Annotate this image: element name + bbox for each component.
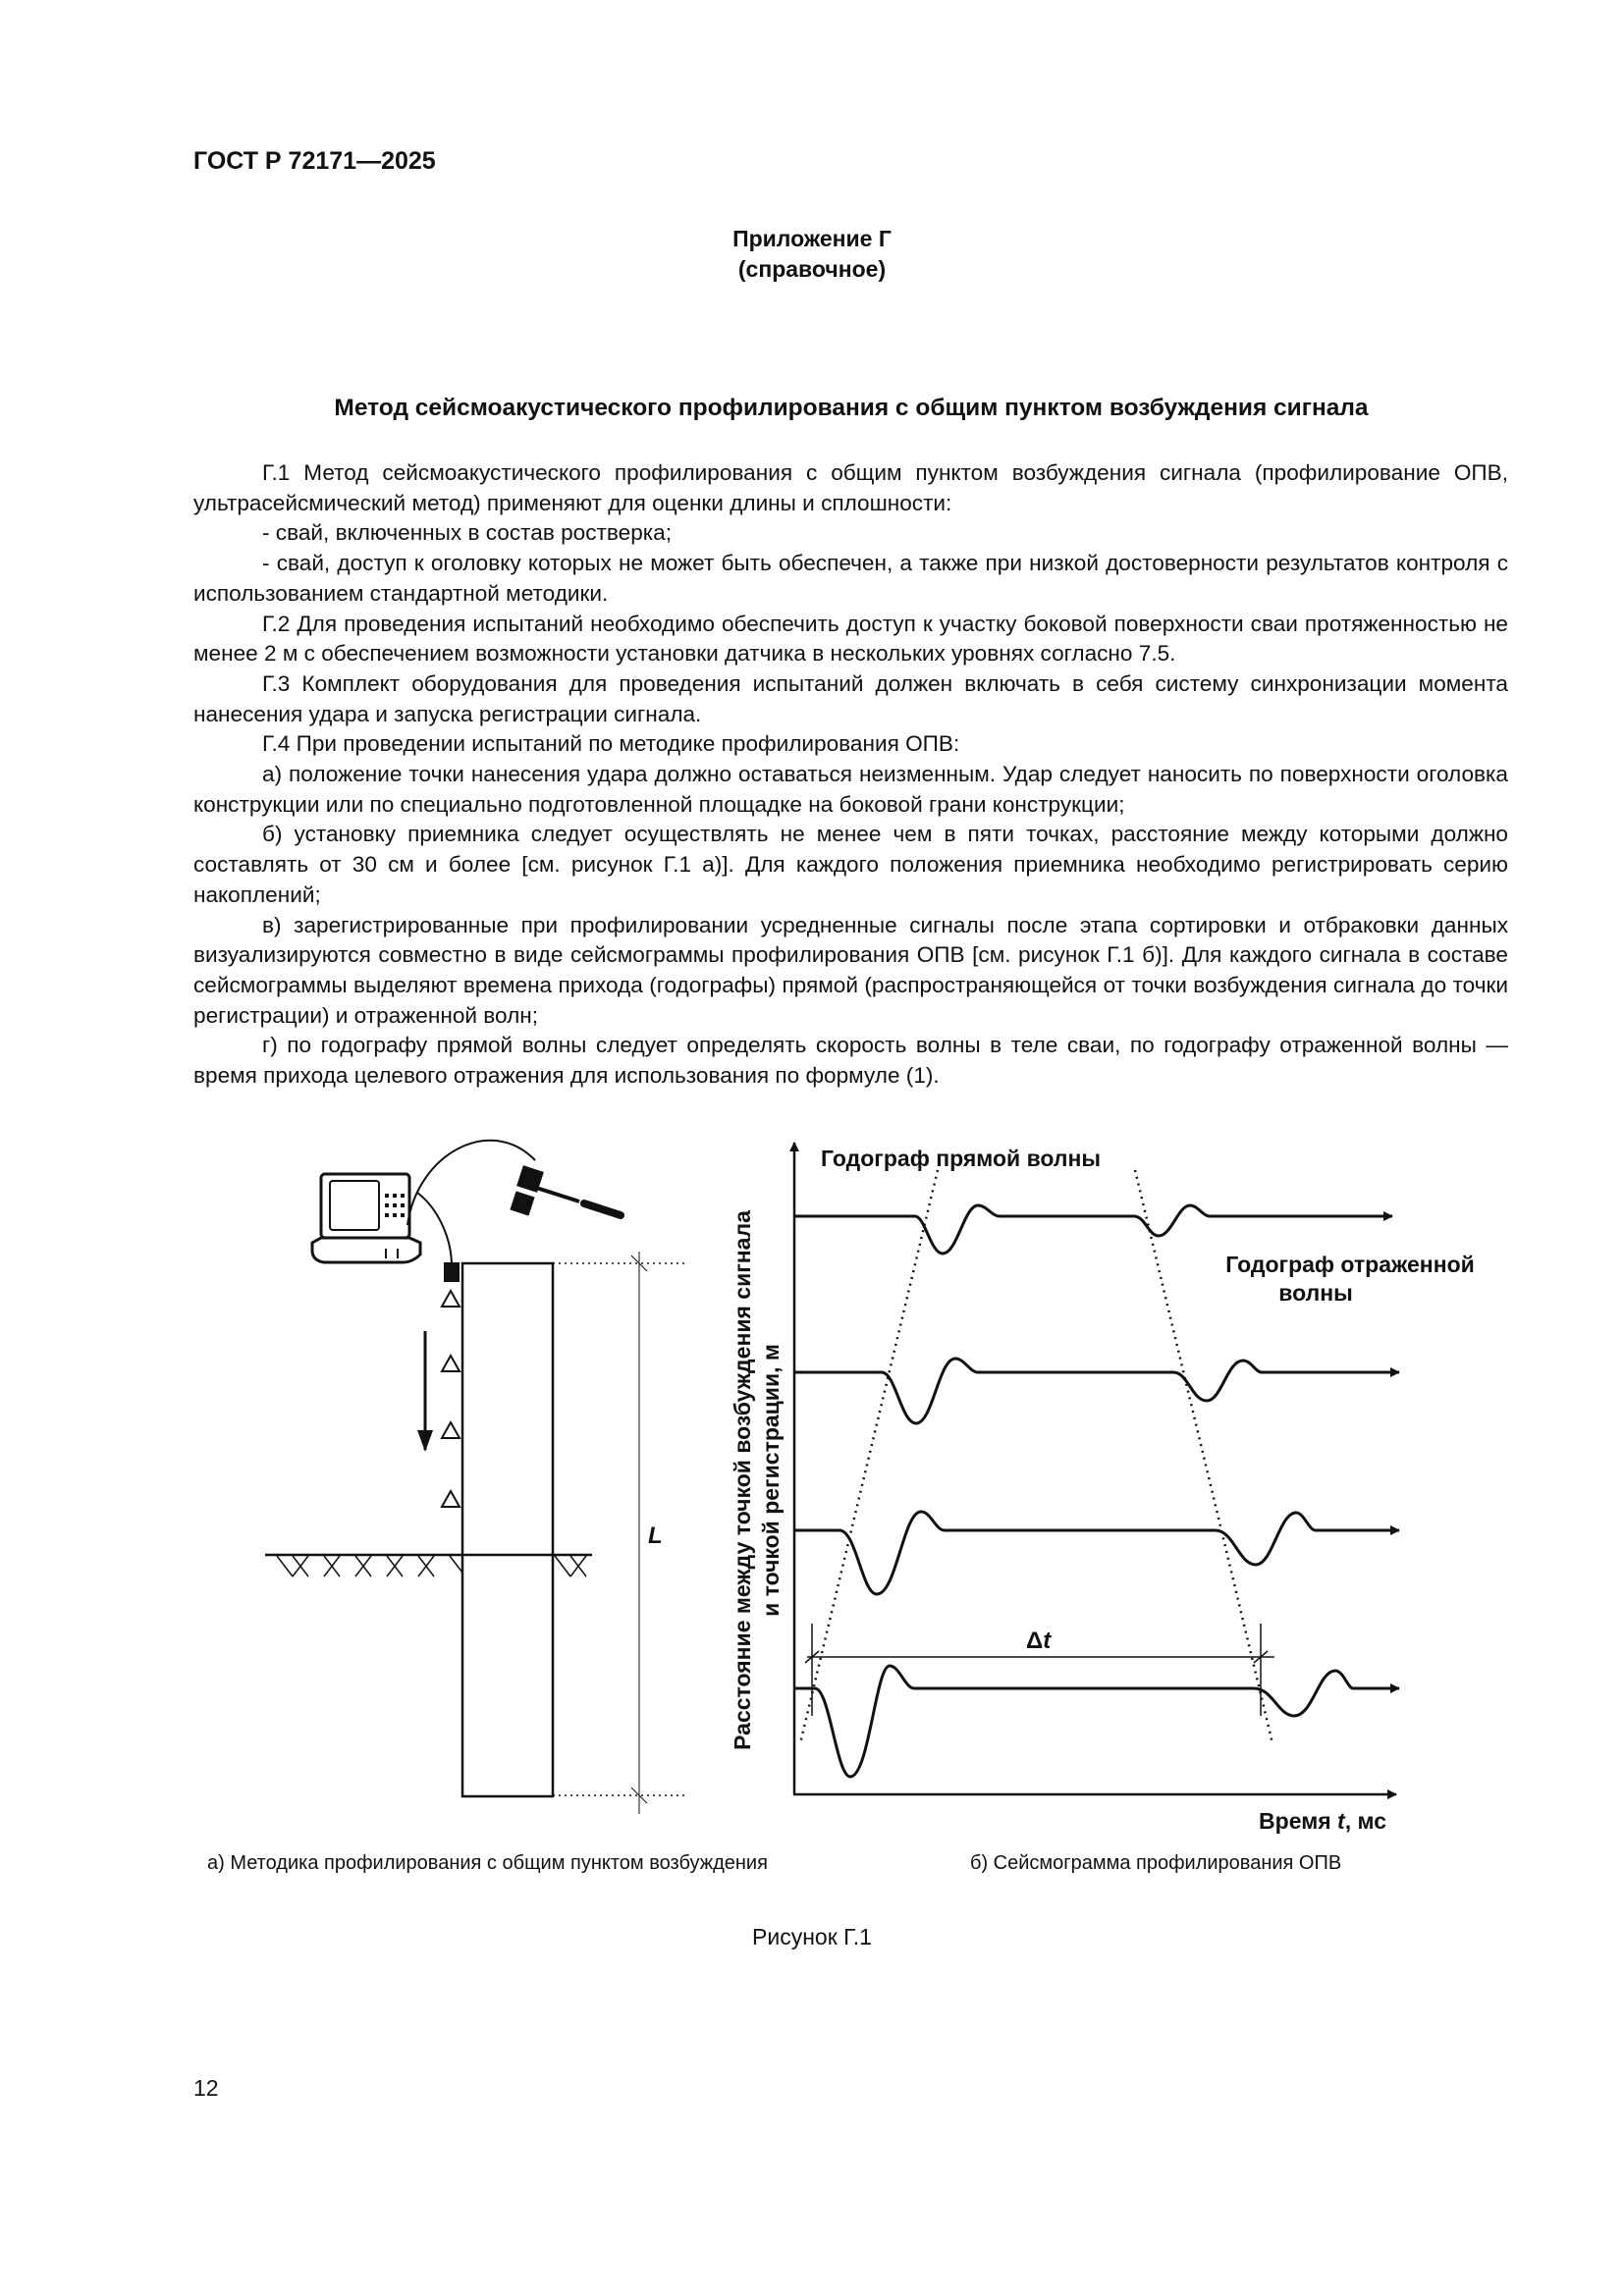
page-number: 12 [193,2075,219,2101]
delta-t-label: Δt [1026,1628,1052,1654]
list-item: г) по годографу прямой волны следует определять скорость волны в теле сваи, по годографу отраженной волны — время прихода целевого отражения для использования по формуле (1). [193,1033,1508,1089]
receiver-positions [442,1291,460,1507]
list-item: б) установку приемника следует осуществлять не менее чем в пяти точках, расстояние между которыми должно составлять от 30 см и более [см. рисунок Г.1 а)]. Для каждого положения приемника необходимо регистрировать серию накоплений; [193,822,1508,907]
paragraph-g2: Г.2 Для проведения испытаний необходимо обеспечить доступ к участку боковой поверхности сваи протяженностью не менее 2 м с обеспечением возможности установки датчика в нескольких уровнях согласно 7.5. [193,611,1508,667]
paragraph-g4: Г.4 При проведении испытаний по методике профилирования ОПВ: [262,731,960,757]
trace-line [794,1205,1392,1254]
trace-line [794,1666,1399,1777]
sensor-icon [444,1262,460,1282]
length-label: L [648,1522,663,1549]
seismogram-diagram [730,1143,1475,1834]
list-item: а) положение точки нанесения удара должно оставаться неизменным. Удар следует наносить по поверхности оголовка конструкции или по специально подготовленной площадке на боковой грани конструкции; [193,762,1508,817]
hammer-icon [510,1165,621,1215]
direct-wave-label: Годограф прямой волны [821,1146,1102,1171]
list-item: в) зарегистрированные при профилировании усредненные сигналы после этапа сортировки и отбраковки данных визуализируются совместно в виде сейсмограммы профилирования ОПВ [см. рисунок Г.1 б)]. Для каждого сигнала в составе сейсмограммы выделяют времена прихода (годографы) прямой (распространяющейся от точки возбуждения сигнала до точки регистрации) и отраженной волн; [193,912,1508,1028]
list-item: - свай, включенных в состав ростверка; [262,520,672,546]
figure-title: Рисунок Г.1 [752,1924,872,1949]
svg-text:и точкой регистрации, м: и точкой регистрации, м [758,1344,784,1617]
pile-outline [462,1263,553,1796]
receiver-icon [442,1422,460,1438]
svg-text:Расстояние между точкой возбуж: Расстояние между точкой возбуждения сигнала [730,1210,755,1750]
y-axis-label [730,1210,784,1750]
document-id: ГОСТ Р 72171—2025 [193,147,436,175]
reflected-wave-label: волны [1278,1280,1353,1306]
appendix-type: (справочное) [737,256,887,282]
paragraph-g3: Г.3 Комплект оборудования для проведения испытаний должен включать в себя систему синхронизации момента нанесения удара и запуска регистрации сигнала. [193,670,1508,726]
receiver-icon [442,1356,460,1371]
caption-b: б) Сейсмограмма профилирования ОПВ [970,1852,1342,1874]
trace-line [794,1512,1399,1594]
paragraph-g1: Г.1 Метод сейсмоакустического профилирования с общим пунктом возбуждения сигнала (профилирование ОПВ, ультрасейсмический метод) применяют для оценки длины и сплошности: [193,460,1508,515]
section-title: Метод сейсмоакустического профилирования с общим пунктом возбуждения сигнала [334,395,1369,421]
x-axis-label: Время t, мс [1259,1808,1386,1834]
receiver-icon [442,1291,460,1307]
profiling-method-diagram [265,1141,685,1814]
receiver-icon [442,1491,460,1507]
list-item: - свай, доступ к оголовку которых не может быть обеспечен, а также при низкой достоверности результатов контроля с использованием стандартной методики. [193,551,1508,606]
appendix-title: Приложение Г [732,226,892,251]
laptop-icon [312,1174,420,1262]
reflected-wave-label: Годограф отраженной [1225,1252,1475,1277]
caption-a: а) Методика профилирования с общим пунктом возбуждения [207,1852,768,1874]
